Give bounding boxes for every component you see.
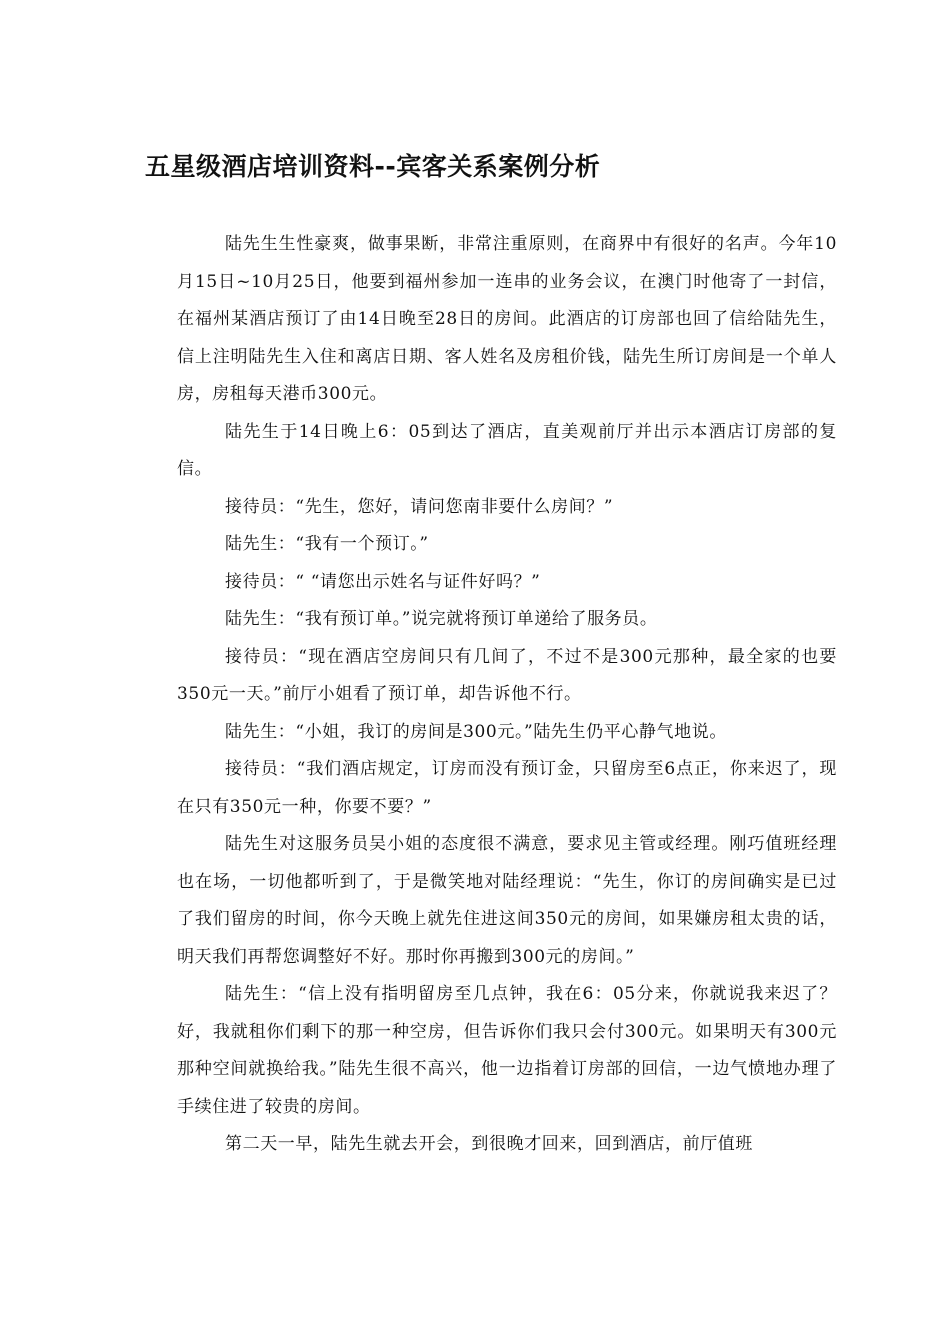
paragraph: 陆先生生性豪爽，做事果断，非常注重原则，在商界中有很好的名声。今年10月15日~10月25日，他要到福州参加一连串的业务会议，在澳门时他寄了一封信，在福州某酒店预订了由14日晚至28日的房间。此酒店的订房部也回了信给陆先生，信上注明陆先生入住和离店日期、客人姓名及房租价钱，陆先生所订房间是一个单人房，房租每天港币300元。 <box>177 234 837 404</box>
paragraph: 接待员：“现在酒店空房间只有几间了，不过不是300元那种，最全家的也要350元一天。”前厅小姐看了预订单，却告诉他不行。 <box>177 646 837 704</box>
paragraph: 第二天一早，陆先生就去开会，到很晚才回来，回到酒店，前厅值班 <box>225 1134 753 1154</box>
document-body <box>177 226 837 1164</box>
paragraph: 接待员：“ “请您出示姓名与证件好吗？” <box>225 571 541 592</box>
paragraph: 陆先生：“我有一个预订。” <box>225 534 429 554</box>
document-title: 五星级酒店培训资料--宾客关系案例分析 <box>145 151 601 181</box>
paragraph: 陆先生：“小姐，我订的房间是300元。”陆先生仍平心静气地说。 <box>225 721 727 742</box>
paragraph: 陆先生对这服务员吴小姐的态度很不满意，要求见主管或经理。刚巧值班经理也在场，一切他都听到了，于是微笑地对陆经理说：“先生，你订的房间确实是已过了我们留房的时间，你今天晚上就先住进这间350元的房间，如果嫌房租太贵的话，明天我们再帮您调整好不好。那时你再搬到300元的房间。” <box>177 834 837 967</box>
paragraph: 陆先生于14日晚上6：05到达了酒店，直美观前厅并出示本酒店订房部的复信。 <box>177 421 837 479</box>
paragraph: 陆先生：“信上没有指明留房至几点钟，我在6：05分来，你就说我来迟了？好，我就租你们剩下的那一种空房，但告诉你们我只会付300元。如果明天有300元那种空间就换给我。”陆先生很不高兴，他一边指着订房部的回信，一边气愤地办理了手续住进了较贵的房间。 <box>177 984 837 1117</box>
paragraph: 接待员：“我们酒店规定，订房而没有预订金，只留房至6点正，你来迟了，现在只有350元一种，你要不要？” <box>177 759 837 817</box>
paragraph: 接待员：“先生，您好，请问您南非要什么房间？” <box>225 496 614 517</box>
paragraph: 陆先生：“我有预订单。”说完就将预订单递给了服务员。 <box>225 609 658 629</box>
